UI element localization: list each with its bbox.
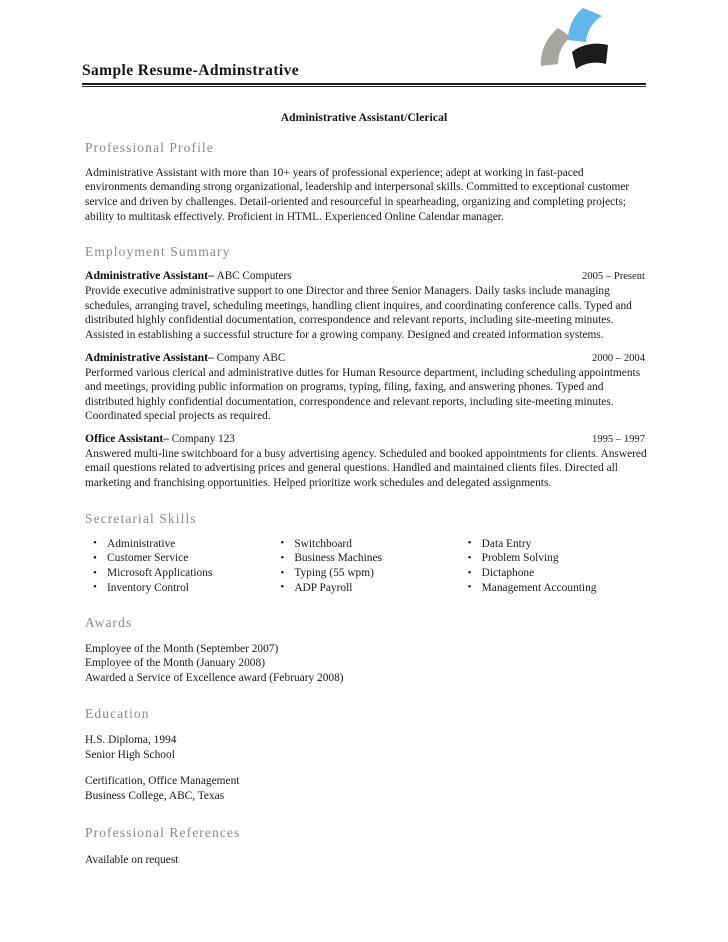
title-block xyxy=(82,62,646,87)
education-institution: Senior High School xyxy=(85,748,175,761)
job-dates: 2000 – 2004 xyxy=(592,352,645,364)
job-separator: – xyxy=(208,270,214,283)
job-company: Company ABC xyxy=(216,351,286,364)
title-rule-thin xyxy=(82,86,646,87)
logo-arc-blue xyxy=(568,8,602,42)
education-entry xyxy=(85,774,647,803)
section-heading-skills: Secretarial Skills xyxy=(85,510,197,526)
section-heading-education: Education xyxy=(85,706,150,722)
section-heading-awards: Awards xyxy=(85,614,133,630)
skill-item: • Typing (55 wpm) xyxy=(272,566,459,581)
document-subtitle: Administrative Assistant/Clerical xyxy=(280,112,448,124)
job-separator: – xyxy=(163,432,169,445)
skills-column xyxy=(85,537,272,596)
section-heading-employment: Employment Summary xyxy=(85,244,231,260)
section-heading-references: Professional References xyxy=(85,824,241,840)
skill-item: • Customer Service xyxy=(85,551,272,566)
skills-column xyxy=(460,537,647,596)
job-entry xyxy=(85,431,647,491)
award-item: Employee of the Month (September 2007) xyxy=(85,642,279,655)
skill-item: • Problem Solving xyxy=(460,551,647,566)
job-company: ABC Computers xyxy=(216,270,292,283)
job-role: Office Assistant xyxy=(85,431,164,445)
skills-columns xyxy=(85,537,647,596)
education-entry xyxy=(85,733,647,762)
skill-item: • ADP Payroll xyxy=(272,581,459,596)
section-secretarial-skills xyxy=(85,511,647,596)
job-header xyxy=(85,431,647,447)
job-entry xyxy=(85,268,647,342)
section-professional-profile xyxy=(85,140,647,224)
job-description: Answered multi-line switchboard for a busy advertising agency. Scheduled and booked appointments for clients. Answered email questions related to advertising prices and general questions. Handled and maintained clients files. Directed all marketing and franchising opportunities. Helped prioritize work schedules and delegated assignments. xyxy=(85,447,647,490)
references-text: Available on request xyxy=(85,853,179,866)
job-company: Company 123 xyxy=(171,432,235,445)
skill-item: • Management Accounting xyxy=(460,581,647,596)
job-title-line xyxy=(85,431,235,447)
skills-column xyxy=(272,537,459,596)
job-role: Administrative Assistant xyxy=(85,350,209,364)
resume-content xyxy=(85,140,647,867)
job-dates: 2005 – Present xyxy=(582,271,645,283)
skill-item: • Data Entry xyxy=(460,537,647,552)
profile-text: Administrative Assistant with more than 10+ years of professional experience; adept at working in fast-paced environments demanding strong organizational, leadership and interpersonal skills. Committed to exceptional customer service and driven by challenges. Detail-oriented and resourceful in spearheading, organizing and completing projects; ability to multitask effectively. Proficient in HTML. Experienced Online Calendar manager. xyxy=(85,166,630,223)
job-title-line xyxy=(85,350,285,366)
skill-item: • Switchboard xyxy=(272,537,459,552)
skill-item: • Dictaphone xyxy=(460,566,647,581)
job-title-line xyxy=(85,268,292,284)
job-description: Provide executive administrative support to one Director and three Senior Managers. Daily tasks include managing schedules, arranging travel, scheduling meetings, handling client inquires, and coordinating conference calls. Typed and distributed highly confidential documentation, correspondence and relevant reports, including site-meeting minutes. Assisted in establishing a successful structure for a growing company. Designed and created information systems. xyxy=(85,285,632,341)
title-rule-thick xyxy=(82,83,646,85)
skill-item: • Administrative xyxy=(85,537,272,552)
education-degree: H.S. Diploma, 1994 xyxy=(85,734,177,747)
logo-arc-gray xyxy=(541,28,571,66)
section-heading-profile: Professional Profile xyxy=(85,140,214,155)
page-title: Sample Resume-Adminstrative xyxy=(82,62,300,79)
education-degree: Certification, Office Management xyxy=(85,775,240,788)
section-education xyxy=(85,706,647,803)
section-awards xyxy=(85,615,647,686)
awards-list xyxy=(85,642,647,686)
award-item: Awarded a Service of Excellence award (February 2008) xyxy=(85,671,344,684)
section-employment-summary xyxy=(85,244,647,490)
job-separator: – xyxy=(208,351,214,364)
skill-item: • Microsoft Applications xyxy=(85,566,272,581)
job-description: Performed various clerical and administrative duties for Human Resource department, including scheduling appointments and meetings, providing public information on programs, typing, filing, faxing, and answering phones. Typed and distributed highly confidential documentation, correspondence and relevant reports, including site-meeting minutes. Coordinated special projects as required. xyxy=(85,366,641,423)
section-professional-references xyxy=(85,825,647,867)
job-header xyxy=(85,268,647,284)
job-header xyxy=(85,350,647,366)
job-role: Administrative Assistant xyxy=(85,269,209,283)
job-dates: 1995 – 1997 xyxy=(592,433,645,445)
education-institution: Business College, ABC, Texas xyxy=(85,790,225,803)
job-entry xyxy=(85,350,647,424)
award-item: Employee of the Month (January 2008) xyxy=(85,657,265,670)
skill-item: • Inventory Control xyxy=(85,581,272,596)
skill-item: • Business Machines xyxy=(272,551,459,566)
